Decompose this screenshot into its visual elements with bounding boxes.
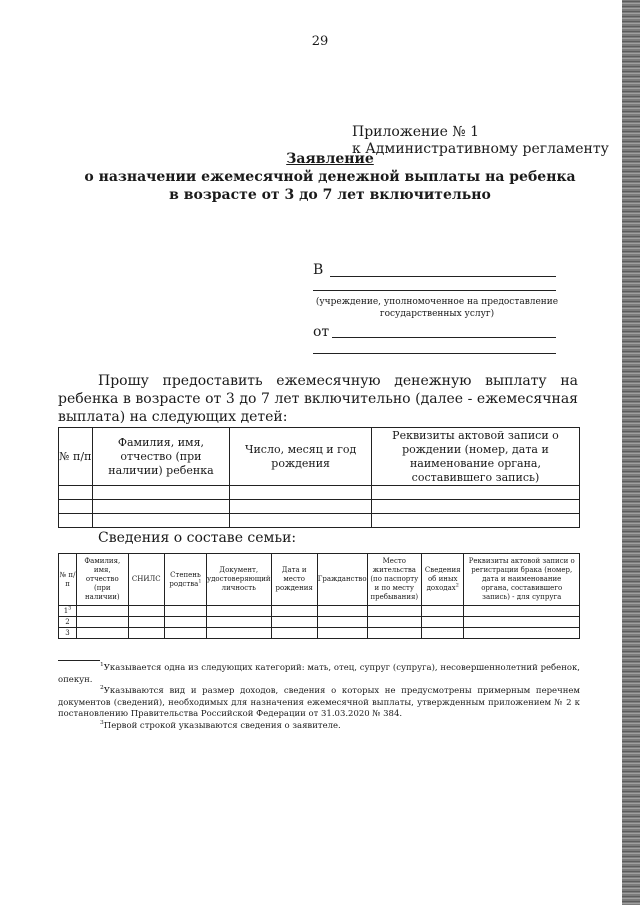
col-header-birth-record: Реквизиты актовой записи о рождении (номер, дата и наименование органа, составившего запись) [371, 428, 579, 486]
table-cell[interactable] [59, 486, 93, 500]
table-cell[interactable] [422, 617, 464, 628]
appendix-line-2: к Административному регламенту [352, 141, 609, 157]
table-cell[interactable] [207, 628, 272, 639]
footnote-3: $^3$Первой строкой указываются сведения о заявителе. [100, 718, 341, 731]
table-cell[interactable] [317, 628, 367, 639]
table-cell[interactable] [77, 628, 129, 639]
table-cell[interactable] [371, 486, 579, 500]
col-header-residence: Место жительства (по паспорту и по месту пребывания) [367, 554, 421, 606]
family-heading: Сведения о составе семьи: [98, 530, 297, 546]
row-number: $1^3$ [59, 606, 77, 617]
table-cell[interactable] [271, 606, 317, 617]
table-cell[interactable] [92, 514, 230, 528]
applicant-field-line-2[interactable] [313, 353, 556, 354]
table-cell[interactable] [371, 514, 579, 528]
table-cell[interactable] [164, 617, 206, 628]
footnote-2: $^2$Указываются вид и размер доходов, сведения о которых не предусмотрены примерным перечнем документов (сведений), необходимых для назначения ежемесячной выплаты, утвержденным приложением № 2 к постановлению Правительства Российской Федерации от 31.03.2020 № 384. [58, 684, 580, 719]
table-cell[interactable] [230, 486, 372, 500]
institution-field[interactable] [330, 276, 556, 277]
title-line-2: о назначении ежемесячной денежной выплаты на ребенка [84, 169, 576, 185]
to-label: В [313, 262, 324, 278]
table-cell[interactable] [367, 617, 421, 628]
family-table-header-row [59, 554, 580, 606]
footnote-1: $^1$Указывается одна из следующих категорий: мать, отец, супруг (супруга), несовершеннолетний ребенок, опекун. [58, 661, 580, 685]
table-cell[interactable] [464, 617, 580, 628]
col-header-child-name: Фамилия, имя, отчество (при наличии) ребенка [92, 428, 230, 486]
title-line-3: в возрасте от 3 до 7 лет включительно [169, 187, 491, 203]
table-cell[interactable] [59, 500, 93, 514]
row-number: 2 [59, 617, 77, 628]
request-paragraph: Прошу предоставить ежемесячную денежную выплату на ребенка в возрасте от 3 до 7 лет включительно (далее - ежемесячная выплата) на следующих детей: [58, 373, 578, 425]
col-header-identity-document: Документ, удостоверяющий личность [207, 554, 272, 606]
family-table [58, 553, 580, 639]
table-cell[interactable] [59, 514, 93, 528]
col-header-full-name: Фамилия, имя, отчество (при наличии) [77, 554, 129, 606]
table-cell[interactable] [367, 628, 421, 639]
scan-edge-artifact [622, 0, 640, 905]
col-header-birth-date: Число, месяц и год рождения [230, 428, 372, 486]
applicant-field[interactable] [332, 337, 556, 338]
table-cell[interactable] [464, 606, 580, 617]
table-cell[interactable] [77, 606, 129, 617]
table-cell[interactable] [464, 628, 580, 639]
col-header-snils: СНИЛС [128, 554, 164, 606]
table-cell[interactable] [317, 606, 367, 617]
table-cell[interactable] [207, 617, 272, 628]
children-table [58, 427, 580, 528]
footnotes [58, 663, 580, 732]
table-row [59, 617, 580, 628]
col-header-birth-date-place: Дата и место рождения [271, 554, 317, 606]
table-row [59, 486, 580, 500]
kinship-label: Степень родства [169, 570, 201, 588]
table-cell[interactable] [128, 628, 164, 639]
institution-caption: (учреждение, уполномоченное на предоставление государственных услуг) [315, 297, 559, 319]
table-cell[interactable] [92, 486, 230, 500]
table-cell[interactable] [77, 617, 129, 628]
table-cell[interactable] [271, 628, 317, 639]
table-row [59, 606, 580, 617]
table-cell[interactable] [128, 617, 164, 628]
table-cell[interactable] [92, 500, 230, 514]
table-cell[interactable] [371, 500, 579, 514]
table-cell[interactable] [230, 514, 372, 528]
institution-field-line-2[interactable] [313, 290, 556, 291]
other-income-label: Сведения об иных доходах [424, 566, 461, 592]
document-title [60, 150, 600, 204]
table-cell[interactable] [317, 617, 367, 628]
table-cell[interactable] [422, 606, 464, 617]
from-label: от [313, 324, 330, 340]
table-row [59, 500, 580, 514]
col-header-other-income: Сведения об иных доходах$^2$ [422, 554, 464, 606]
table-cell[interactable] [164, 606, 206, 617]
table-cell[interactable] [207, 606, 272, 617]
table-cell[interactable] [164, 628, 206, 639]
row-number: 3 [59, 628, 77, 639]
table-row [59, 514, 580, 528]
title-line-1: Заявление [286, 151, 374, 167]
col-header-number: № п/п [59, 554, 77, 606]
table-cell[interactable] [128, 606, 164, 617]
table-row [59, 628, 580, 639]
col-header-kinship: Степень родства$^1$ [164, 554, 206, 606]
table-cell[interactable] [422, 628, 464, 639]
col-header-marriage-record: Реквизиты актовой записи о регистрации брака (номер, дата и наименование органа, составившего запись) - для супруга [464, 554, 580, 606]
table-cell[interactable] [230, 500, 372, 514]
children-table-header-row [59, 428, 580, 486]
col-header-citizenship: Гражданство [317, 554, 367, 606]
page-number: 29 [311, 34, 329, 49]
col-header-number: № п/п [59, 428, 93, 486]
appendix-line-1: Приложение № 1 [352, 124, 479, 140]
table-cell[interactable] [271, 617, 317, 628]
footnote-separator [58, 660, 100, 661]
table-cell[interactable] [367, 606, 421, 617]
